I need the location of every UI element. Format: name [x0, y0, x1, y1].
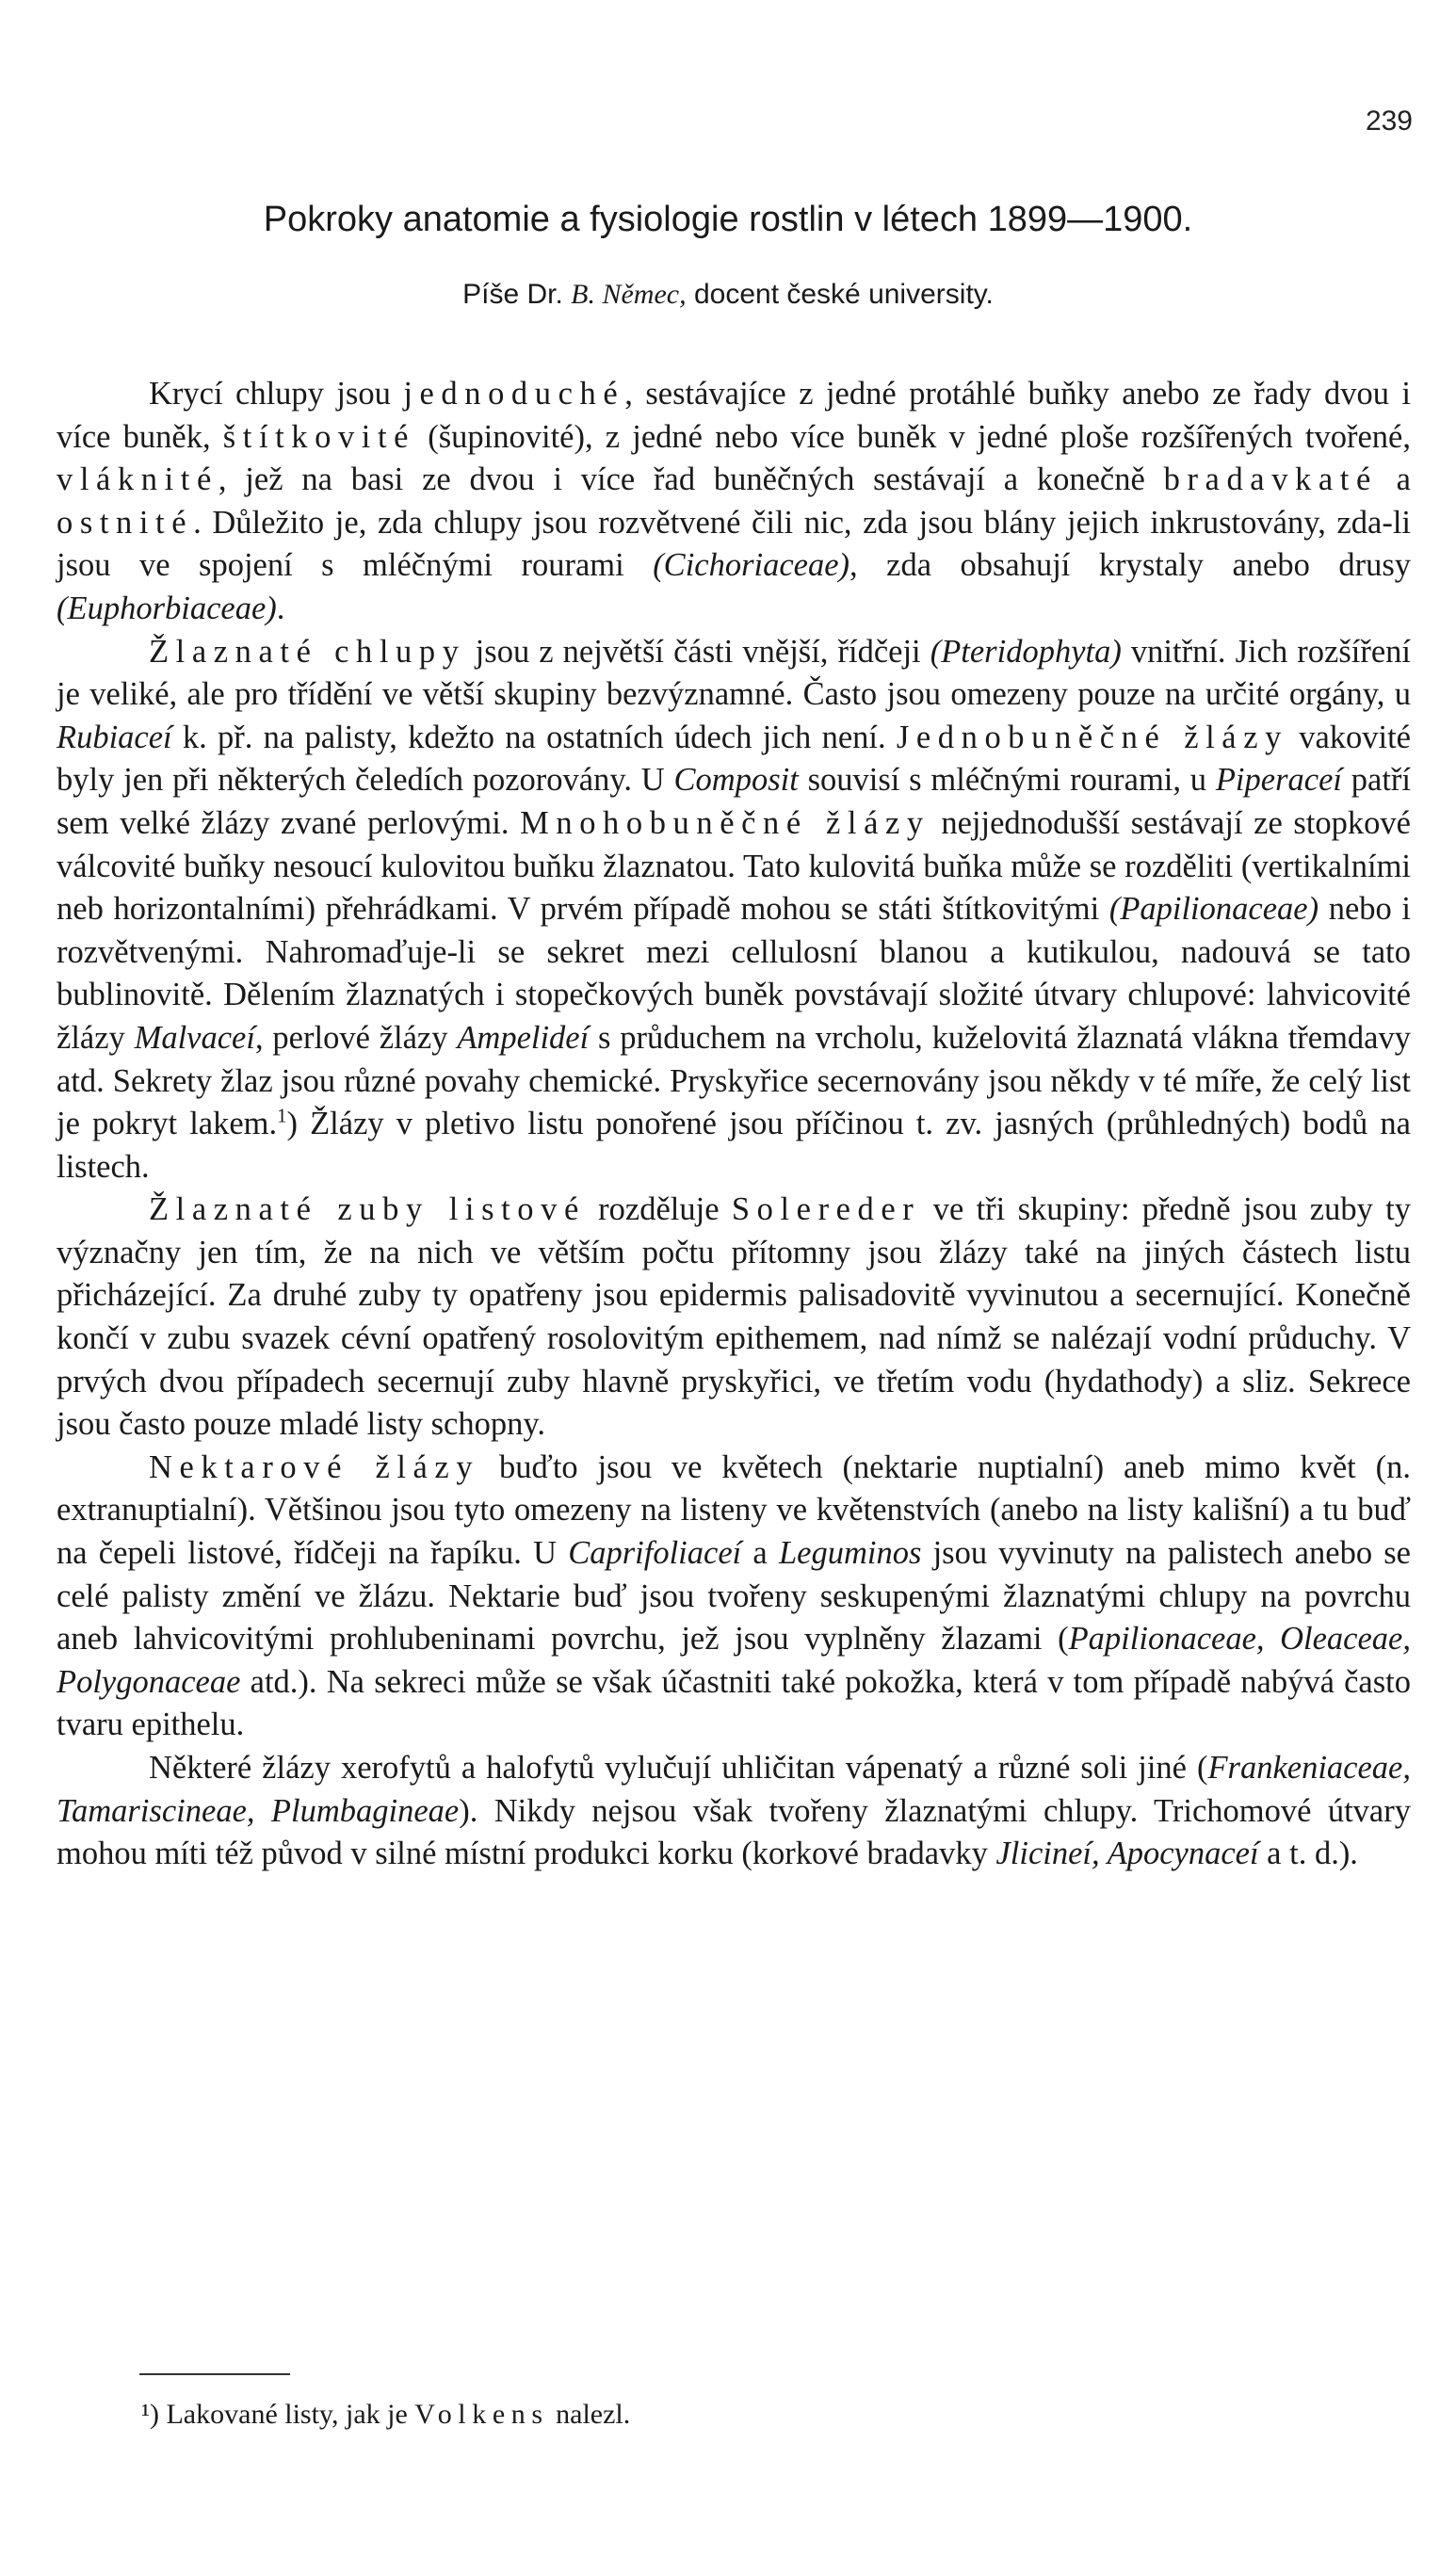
- text-run: nebo i rozvětvenými. Nahromaďuje-li se sekret mezi cellulosní blanou a kutikulou, nadouvá se tato bublinovitě. Dělením žlaznatých i stopečkových buněk povstávají složité útvary chlupové: lahvicovité žlázy: [57, 891, 1411, 1056]
- footnote-marker: ¹): [141, 2399, 159, 2430]
- text-run: . Důležito je, zda chlupy jsou rozvětvené čili nic, zda jsou blány jejich inkrustovány, zda-li jsou ve spojení s mléčnými rourami: [57, 504, 1411, 584]
- paragraph-nectar-glands: [57, 1447, 1411, 1747]
- paragraph-glandular-teeth: [57, 1189, 1411, 1447]
- taxon-name: Ampelideí: [457, 1019, 590, 1056]
- text-run: , sestávajíce z jedné protáhlé buňky anebo ze řady dvou i více buněk,: [57, 376, 1411, 455]
- text-run: ) Žlázy v pletivo listu ponořené jsou příčinou t. zv. jasných (průhledných) bodů na listech.: [57, 1106, 1411, 1185]
- emphasis-term: Jednobuněčné žlázy: [896, 719, 1288, 755]
- taxon-name: Malvaceí: [134, 1019, 255, 1056]
- text-run: s průduchem na vrcholu, kuželovitá žlaznatá vlákna třemdavy atd. Sekrety žlaz jsou různé povahy chemické. Pryskyřice secernovány jsou někdy v té míře, že celý list je pokryt lakem.: [57, 1019, 1411, 1142]
- emphasis-term: Žlaznaté zuby listové: [149, 1191, 586, 1228]
- text-run: Krycí chlupy jsou: [149, 376, 404, 412]
- taxon-name: Composit: [673, 762, 799, 799]
- paragraph-glandular-hairs: [57, 631, 1411, 1189]
- taxon-name: (Euphorbiaceae): [57, 590, 277, 626]
- text-run: jsou vyvinuty na palistech anebo se celé palisty změní ve žlázu. Nektarie buď jsou tvořeny seskupenými žlaznatými chlupy na povrchu aneb lahvicovitými prohlubeninami povrchu, jež jsou vyplněny žlazami (: [57, 1535, 1411, 1658]
- text-run: .: [276, 590, 285, 626]
- text-run: nejjednodušší sestávají ze stopkové válcovité buňky nesoucí kulovitou buňku žlaznatou. Tato kulovitá buňka může se rozděliti (vertikalními neb horizontalními) přehrádkami. V prvém případě mohou se státi štítkovitými: [57, 804, 1411, 928]
- text-run: , zda obsahují krystaly anebo drusy: [849, 547, 1411, 584]
- author-name: Solereder: [731, 1191, 921, 1228]
- text-run: , jež na basi ze dvou i více řad buněčných sestávají a konečně: [218, 461, 1164, 498]
- text-run: rozděluje: [585, 1191, 732, 1228]
- taxon-name: Jlicineí, Apocynaceí: [995, 1836, 1259, 1872]
- text-run: Některé žlázy xerofytů a halofytů vylučují uhličitan vápenatý a různé soli jiné (: [149, 1750, 1208, 1786]
- paragraph-cover-hairs: [57, 373, 1411, 631]
- footnote-ref: 1: [277, 1106, 287, 1127]
- text-run: k. př. na palisty, kdežto na ostatních údech jich není.: [171, 719, 897, 755]
- taxon-name: Papilionaceae, Oleaceae, Polygonaceae: [57, 1621, 1411, 1700]
- text-run: , perlové žlázy: [254, 1019, 458, 1056]
- author-name: Volkens: [414, 2399, 549, 2430]
- text-run: Lakované listy, jak je: [158, 2399, 415, 2430]
- byline-author: B. Němec,: [571, 279, 687, 310]
- page-number: 239: [1365, 105, 1413, 137]
- taxon-name: Rubiaceí: [57, 719, 172, 755]
- emphasis-term: Nektarové žlázy: [149, 1448, 480, 1485]
- text-run: atd.). Na sekreci může se však účastniti také pokožka, která v tom případě nabývá často tvaru epithelu.: [57, 1663, 1411, 1743]
- text-run: vakovité byly jen při některých čeledích pozorovány. U: [57, 719, 1411, 799]
- article-body: [57, 373, 1411, 1876]
- emphasis-term: Mnohobuněčné žlázy: [520, 804, 930, 841]
- text-run: a: [741, 1535, 779, 1572]
- taxon-name: Caprifoliaceí: [568, 1535, 742, 1572]
- emphasis-term: vláknité: [57, 461, 218, 498]
- text-run: vnitřní. Jich rozšíření je veliké, ale pro třídění ve větší skupiny bezvýznamné. Často jsou omezeny pouze na určité orgány, u: [57, 633, 1411, 713]
- taxon-name: Piperaceí: [1215, 762, 1342, 799]
- emphasis-term: jednoduché: [403, 376, 625, 412]
- emphasis-term: ostnité: [57, 504, 194, 541]
- footnote-divider: [139, 2373, 290, 2375]
- text-run: buďto jsou ve květech (nektarie nuptialní) aneb mimo květ (n. extranuptialní). Většinou jsou tyto omezeny na listeny ve květenstvích (anebo na listy kališní) a tu buď na čepeli listové, řídčeji na řapíku. U: [57, 1448, 1411, 1572]
- emphasis-term: štítkovité: [222, 418, 416, 455]
- byline-suffix: docent české university.: [693, 279, 994, 310]
- text-run: ve tři skupiny: předně jsou zuby ty význačny jen tím, že na nich ve větším počtu přítomny jsou žlázy také na jiných částech listu přicházející. Za druhé zuby ty opatřeny jsou epidermis palisadovitě vyvinutou a secernující. Konečně končí v zubu svazek cévní opatřený rosolovitým epithemem, nad nímž se nalézají vodní průduchy. V prvých dvou případech secernují zuby hlavně pryskyřici, ve třetím vodu (hydathody) a sliz. Sekrece jsou často pouze mladé listy schopny.: [57, 1191, 1412, 1443]
- text-run: nalezl.: [548, 2399, 631, 2430]
- text-run: souvisí s mléčnými rourami, u: [798, 762, 1216, 799]
- text-run: a t. d.).: [1258, 1836, 1358, 1872]
- byline-prefix: Píše Dr.: [462, 279, 563, 310]
- taxon-name: (Pteridophyta): [930, 633, 1122, 670]
- paragraph-salt-glands: [57, 1747, 1411, 1876]
- emphasis-term: Žlaznaté chlupy: [149, 633, 466, 670]
- taxon-name: (Cichoriaceae): [653, 547, 850, 584]
- text-run: a: [1377, 461, 1411, 498]
- text-run: jsou z největší části vnější, řídčeji: [465, 633, 930, 670]
- text-run: ). Nikdy nejsou však tvořeny žlaznatými chlupy. Trichomové útvary mohou míti též původ v silné místní produkci korku (korkové bradavky: [57, 1792, 1411, 1872]
- emphasis-term: bradavkaté: [1163, 461, 1378, 498]
- taxon-name: Frankeniaceae, Tamariscineae, Plumbagineae: [57, 1750, 1411, 1829]
- text-run: (šupinovité), z jedné nebo více buněk v jedné ploše rozšířených tvořené,: [415, 418, 1411, 455]
- taxon-name: (Papilionaceae): [1108, 891, 1319, 928]
- text-run: patří sem velké žlázy zvané perlovými.: [57, 762, 1411, 841]
- article-title: Pokroky anatomie a fysiologie rostlin v létech 1899—1900.: [263, 200, 1193, 239]
- footnote: [141, 2398, 1366, 2432]
- taxon-name: Leguminos: [778, 1535, 922, 1572]
- byline: [0, 279, 1456, 311]
